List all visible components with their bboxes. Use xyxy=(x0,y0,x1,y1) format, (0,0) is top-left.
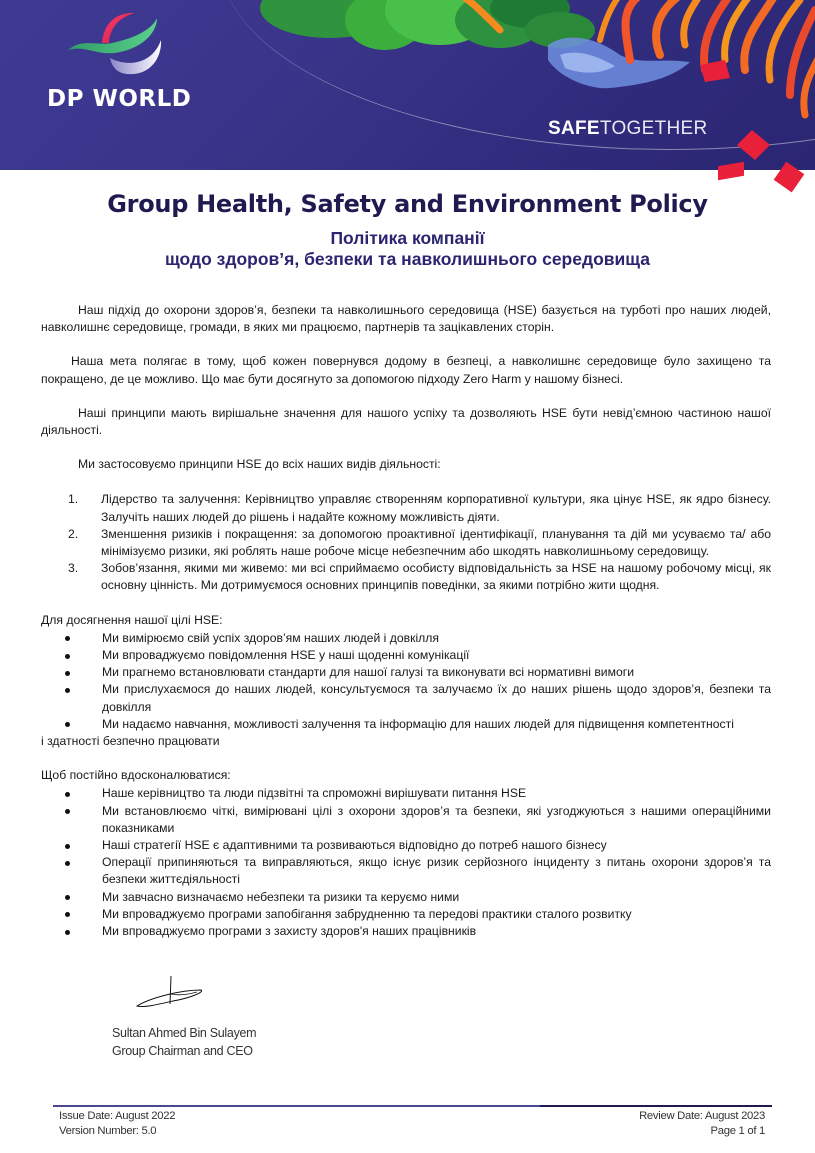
bullet-icon xyxy=(65,792,70,797)
improve-item-text: Ми впроваджуємо програми з захисту здоров'я наших працівників xyxy=(102,924,477,939)
policy-title-ukrainian-line2: щодо здоров’я, безпеки та навколишнього середовища xyxy=(164,249,651,269)
page-number: Page 1 of 1 xyxy=(710,1125,765,1137)
principle-number: 3. xyxy=(68,561,79,576)
principle-text: Лідерство та залучення: Керівництво управляє створенням корпоративної культури, яка цінує HSE, як ядро бізнесу. Залучіть наших людей до рішень і надайте кожному можливість діяти. xyxy=(101,492,771,524)
principle-number: 1. xyxy=(68,492,79,507)
improve-heading: Щоб постійно вдосконалюватися: xyxy=(41,768,231,783)
header-banner xyxy=(0,0,815,170)
goals-tail-text: і здатності безпечно працювати xyxy=(41,734,220,749)
bullet-icon xyxy=(65,671,70,676)
goal-item xyxy=(63,630,771,647)
goal-item-text: Ми надаємо навчання, можливості залучення та інформацію для наших людей для підвищення компетентності xyxy=(102,716,734,731)
principle-number: 2. xyxy=(68,526,79,541)
improve-item-text: Ми впроваджуємо програми запобігання забрудненню та передові практики сталого розвитку xyxy=(102,906,632,921)
version-number: Version Number: 5.0 xyxy=(59,1125,157,1137)
bullet-icon xyxy=(65,809,70,814)
bullet-icon xyxy=(65,722,70,727)
principles-list xyxy=(68,491,771,594)
bullet-icon xyxy=(65,636,70,641)
policy-body xyxy=(41,302,771,940)
bullet-icon xyxy=(65,930,70,935)
principle-item xyxy=(68,526,771,560)
improve-item-text: Операції припиняються та виправляються, якщо існує ризик серйозного інциденту з питань охорони здоров’я та безпеки життєдіяльності xyxy=(102,855,771,887)
improve-item xyxy=(63,803,771,837)
signatory-name: Sultan Ahmed Bin Sulayem xyxy=(112,1026,257,1040)
policy-title-ukrainian xyxy=(0,228,815,270)
principle-item xyxy=(68,491,771,525)
goals-list xyxy=(63,630,771,733)
decorative-arc-line xyxy=(220,0,815,150)
intro-paragraph: Наш підхід до охорони здоров’я, безпеки та навколишнього середовища (HSE) базується на турботі про наших людей, навколишнє середовище, громади, в яких ми працюємо, партнерів та зацікавлених сторін. xyxy=(41,303,771,335)
footer-left xyxy=(59,1109,175,1139)
policy-title-english: Group Health, Safety and Environment Policy xyxy=(107,190,708,218)
principle-text: Зобов’язання, якими ми живемо: ми всі сприймаємо особисту відповідальність за HSE на нашому робочому місці, як основну цінність. Ми дотримуємося основних принципів поведінки, за якими потрібно жити щодня. xyxy=(101,561,771,593)
goal-item xyxy=(63,664,771,681)
goal-item-text: Ми прагнемо встановлювати стандарти для нашої галузі та виконувати всі нормативні вимоги xyxy=(102,665,635,680)
policy-title-ukrainian-line1: Політика компанії xyxy=(330,228,485,248)
goal-item xyxy=(63,681,771,715)
bullet-icon xyxy=(65,895,70,900)
improve-item xyxy=(63,837,771,854)
dp-world-wordmark: DP WORLD xyxy=(47,86,192,112)
bullet-icon xyxy=(65,844,70,849)
footer-divider xyxy=(540,1105,772,1107)
improve-item-text: Наше керівництво та люди підзвітні та спроможні вирішувати питання HSE xyxy=(102,786,527,801)
improve-item xyxy=(63,906,771,923)
improve-item-text: Ми встановлюємо чіткі, вимірювані цілі з охорони здоров’я та безпеки, які узгоджуються з нашими операційними показниками xyxy=(102,803,771,835)
improve-item xyxy=(63,785,771,802)
goals-heading: Для досягнення нашої цілі HSE: xyxy=(41,612,223,627)
goal-paragraph: Наша мета полягає в тому, щоб кожен повернувся додому в безпеці, а навколишнє середовище було захищено та покращено, де це можливо. Що має бути досягнуто за допомогою підходу Zero Harm у нашому бізнесі. xyxy=(41,354,771,386)
red-cube-icon xyxy=(718,162,744,181)
goal-item xyxy=(63,647,771,664)
bullet-icon xyxy=(65,912,70,917)
bullet-icon xyxy=(65,861,70,866)
footer-divider xyxy=(53,1105,540,1107)
bullet-icon xyxy=(65,654,70,659)
dp-world-logo-icon xyxy=(62,10,167,75)
bullet-icon xyxy=(65,688,70,693)
principle-text: Зменшення ризиків і покращення: за допомогою проактивної ідентифікації, планування та дій ми усуваємо та/ або мінімізуємо ризики, які роблять наше робоче місце небезпечним або шкодять навколишньому середовищу. xyxy=(101,526,771,559)
improve-item xyxy=(63,854,771,888)
improve-list xyxy=(63,785,771,940)
signature-icon xyxy=(135,976,205,1010)
goal-item-text: Ми вимірюємо свій успіх здоров’ям наших людей і довкілля xyxy=(102,630,439,645)
improve-item-text: Ми завчасно визначаємо небезпеки та ризики та керуємо ними xyxy=(102,889,460,904)
goal-item-text: Ми впроваджуємо повідомлення HSE у наші щоденні комунікації xyxy=(102,648,470,663)
goal-item-text: Ми прислухаємося до наших людей, консультуємося та залучаємо їх до наших рішень щодо здоров’я, безпеки та довкілля xyxy=(102,682,771,714)
improve-item xyxy=(63,889,771,906)
improve-item xyxy=(63,923,771,940)
safe-together-tagline: SAFETOGETHER xyxy=(548,118,708,139)
issue-date: Issue Date: August 2022 xyxy=(59,1110,176,1122)
principles-paragraph: Наші принципи мають вирішальне значення для нашого успіху та дозволяють HSE бути невід’ємною частиною нашої діяльності. xyxy=(41,405,771,438)
footer-right xyxy=(639,1109,765,1139)
principle-item xyxy=(68,560,771,594)
review-date: Review Date: August 2023 xyxy=(639,1110,765,1122)
improve-item-text: Наші стратегії HSE є адаптивними та розвиваються відповідно до потреб нашого бізнесу xyxy=(102,838,607,853)
apply-principles-paragraph: Ми застосовуємо принципи HSE до всіх наших видів діяльності: xyxy=(78,457,441,472)
signatory-role: Group Chairman and CEO xyxy=(112,1044,253,1058)
goal-item xyxy=(63,716,771,733)
